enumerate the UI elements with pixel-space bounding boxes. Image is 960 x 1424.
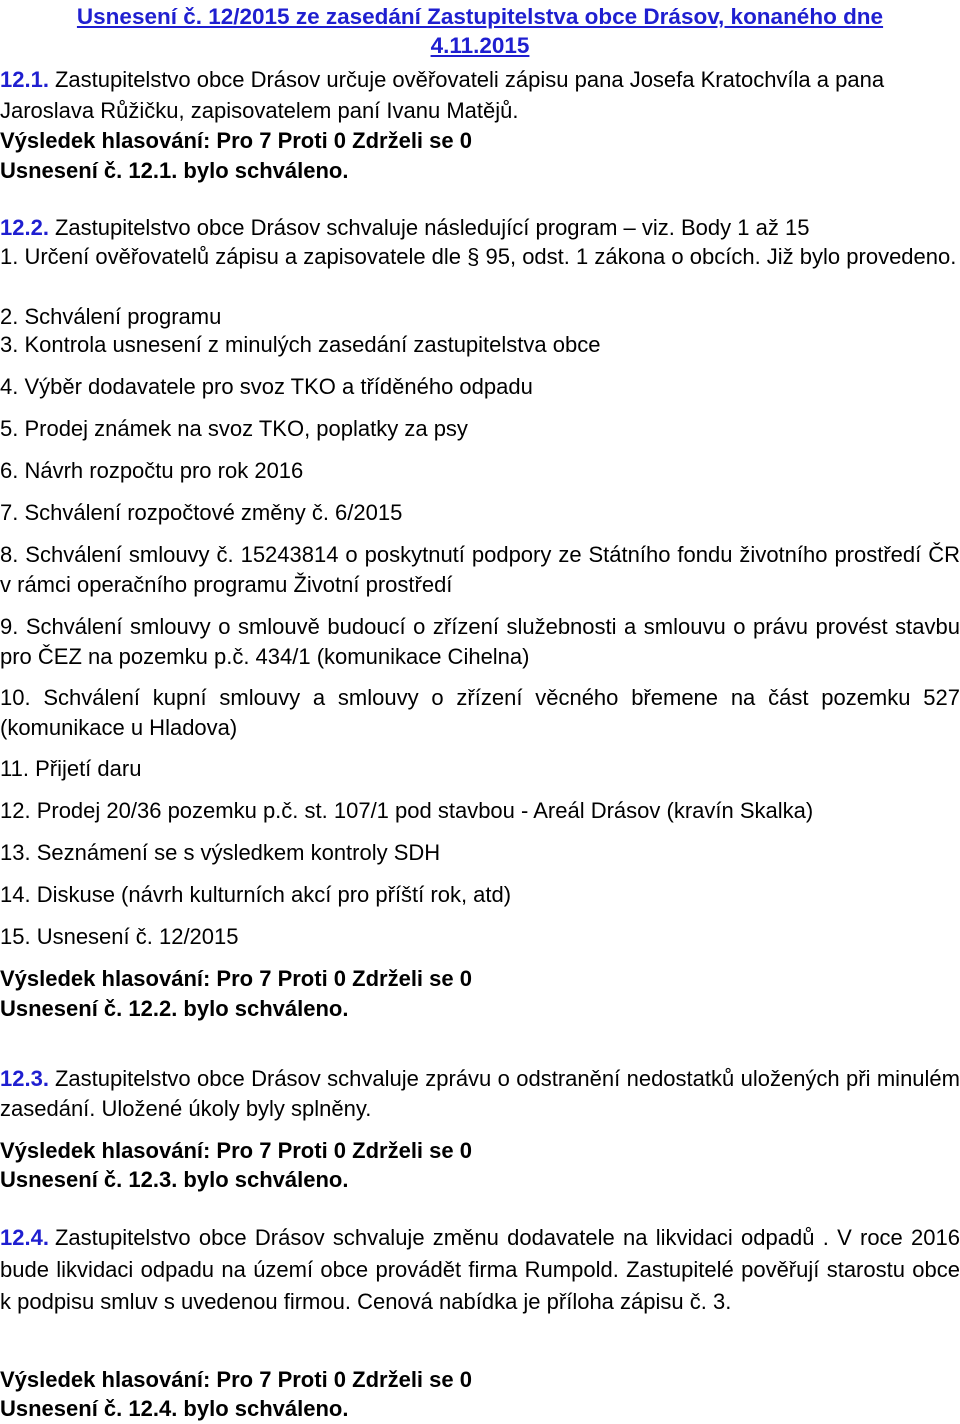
resolution-text: Zastupitelstvo obce Drásov schvaluje změnu dodavatele na likvidaci odpadů . V roce 2016 bude likvidaci odpadu na území obce provádět firma Rumpold. Zastupitelé pověřují starostu obce k podpisu smluv s uvedenou firmou. Cenová nabídka je příloha zápisu č. 3. bbox=[0, 1225, 960, 1314]
resolution-status: Usnesení č. 12.4. bylo schváleno. bbox=[0, 1396, 349, 1421]
resolution-status: Usnesení č. 12.1. bylo schváleno. bbox=[0, 158, 349, 183]
program-item-6: 6. Návrh rozpočtu pro rok 2016 bbox=[0, 458, 304, 483]
program-item-13: 13. Seznámení se s výsledkem kontroly SDH bbox=[0, 840, 441, 865]
program-item-1: 1. Určení ověřovatelů zápisu a zapisovatele dle § 95, odst. 1 zákona o obcích. Již bylo provedeno. bbox=[0, 244, 957, 269]
resolution-number: 12.2. bbox=[0, 215, 49, 240]
resolution-number: 12.1. bbox=[0, 67, 49, 92]
title-line-2: 4.11.2015 bbox=[430, 33, 530, 58]
resolution-number: 12.4. bbox=[0, 1225, 49, 1250]
vote-result: Výsledek hlasování: Pro 7 Proti 0 Zdrželi se 0 bbox=[0, 966, 472, 991]
program-item-15: 15. Usnesení č. 12/2015 bbox=[0, 924, 239, 949]
program-item-8: 8. Schválení smlouvy č. 15243814 o poskytnutí podpory ze Státního fondu životního prostředí ČR v rámci operačního programu Životní prostředí bbox=[0, 542, 960, 597]
resolution-status: Usnesení č. 12.3. bylo schváleno. bbox=[0, 1167, 349, 1192]
vote-result: Výsledek hlasování: Pro 7 Proti 0 Zdrželi se 0 bbox=[0, 128, 472, 153]
program-item-10: 10. Schválení kupní smlouvy a smlouvy o zřízení věcného břemene na část pozemku 527 (komunikace u Hladova) bbox=[0, 685, 960, 740]
resolution-text: Zastupitelstvo obce Drásov určuje ověřovateli zápisu pana Josefa Kratochvíla a pana Jaroslava Růžičku, zapisovatelem paní Ivanu Matějů. bbox=[0, 67, 885, 123]
vote-result: Výsledek hlasování: Pro 7 Proti 0 Zdrželi se 0 bbox=[0, 1367, 472, 1392]
program-item-2: 2. Schválení programu bbox=[0, 304, 222, 329]
vote-result: Výsledek hlasování: Pro 7 Proti 0 Zdrželi se 0 bbox=[0, 1138, 472, 1163]
program-item-14: 14. Diskuse (návrh kulturních akcí pro příští rok, atd) bbox=[0, 882, 512, 907]
title-line-1: Usnesení č. 12/2015 ze zasedání Zastupitelstva obce Drásov, konaného dne bbox=[76, 4, 884, 29]
program-item-3: 3. Kontrola usnesení z minulých zasedání zastupitelstva obce bbox=[0, 332, 601, 357]
document-title bbox=[0, 0, 960, 60]
program-item-7: 7. Schválení rozpočtové změny č. 6/2015 bbox=[0, 500, 403, 525]
program-item-5: 5. Prodej známek na svoz TKO, poplatky za psy bbox=[0, 416, 468, 441]
resolution-12-4 bbox=[0, 1222, 960, 1318]
program-item-4: 4. Výběr dodavatele pro svoz TKO a tříděného odpadu bbox=[0, 374, 533, 399]
program-item-9: 9. Schválení smlouvy o smlouvě budoucí o zřízení služebnosti a smlouvu o právu provést stavbu pro ČEZ na pozemku p.č. 434/1 (komunikace Cihelna) bbox=[0, 614, 960, 669]
resolution-number: 12.3. bbox=[0, 1066, 49, 1091]
resolution-12-2 bbox=[0, 213, 960, 243]
program-item-11: 11. Přijetí daru bbox=[0, 756, 142, 781]
resolution-12-3 bbox=[0, 1064, 960, 1124]
resolution-12-1 bbox=[0, 64, 960, 126]
resolution-status: Usnesení č. 12.2. bylo schváleno. bbox=[0, 996, 349, 1021]
program-item-12: 12. Prodej 20/36 pozemku p.č. st. 107/1 pod stavbou - Areál Drásov (kravín Skalka) bbox=[0, 798, 814, 823]
resolution-text: Zastupitelstvo obce Drásov schvaluje zprávu o odstranění nedostatků uložených při minulém zasedání. Uložené úkoly byly splněny. bbox=[0, 1066, 960, 1121]
resolution-text: Zastupitelstvo obce Drásov schvaluje následující program – viz. Body 1 až 15 bbox=[54, 215, 810, 240]
